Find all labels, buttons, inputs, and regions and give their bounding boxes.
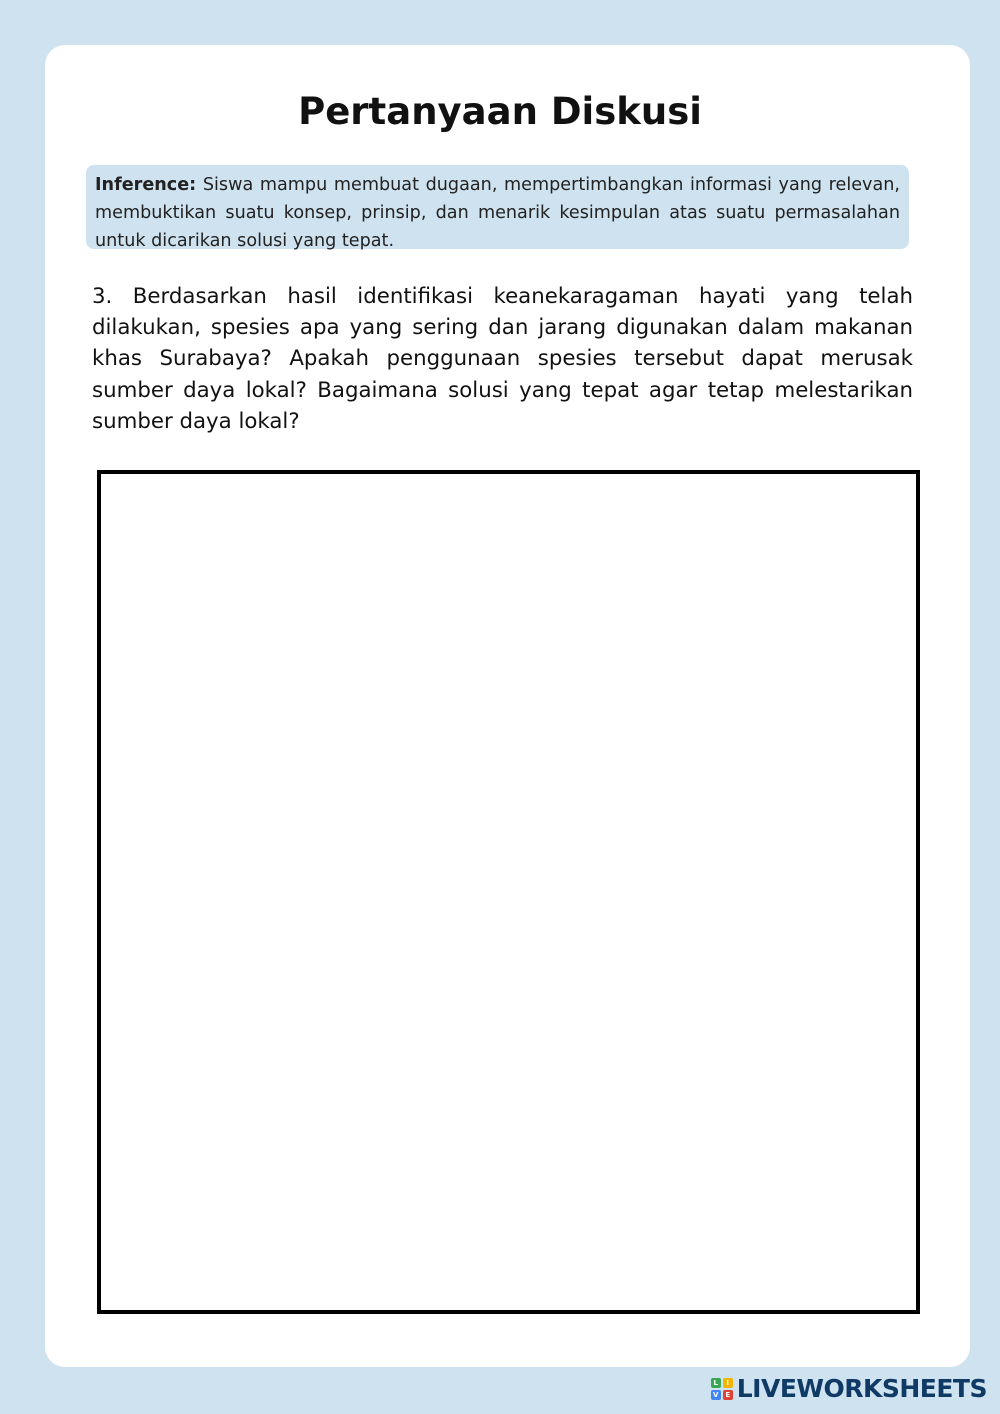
logo-tile-v: V	[711, 1390, 721, 1400]
logo-tile-e: E	[723, 1390, 733, 1400]
answer-area[interactable]	[97, 470, 920, 1314]
inference-term: Inference:	[95, 175, 197, 195]
brand-name: LIVEWORKSHEETS	[736, 1374, 987, 1403]
liveworksheets-logo-icon	[711, 1378, 733, 1400]
liveworksheets-brand	[711, 1374, 987, 1404]
logo-tile-l: L	[711, 1378, 721, 1388]
inference-description: Siswa mampu membuat dugaan, mempertimbangkan informasi yang relevan, membuktikan suatu konsep, prinsip, dan menarik kesimpulan atas suatu permasalahan untuk dicarikan solusi yang tepat.	[95, 175, 900, 251]
discussion-question: 3. Berdasarkan hasil identifikasi keanekaragaman hayati yang telah dilakukan, spesies apa yang sering dan jarang digunakan dalam makanan khas Surabaya? Apakah penggunaan spesies tersebut dapat merusak sumber daya lokal? Bagaimana solusi yang tepat agar tetap melestarikan sumber daya lokal?	[92, 284, 913, 434]
page-title: Pertanyaan Diskusi	[298, 90, 702, 133]
logo-tile-i: I	[723, 1378, 733, 1388]
inference-info-box	[86, 165, 909, 249]
